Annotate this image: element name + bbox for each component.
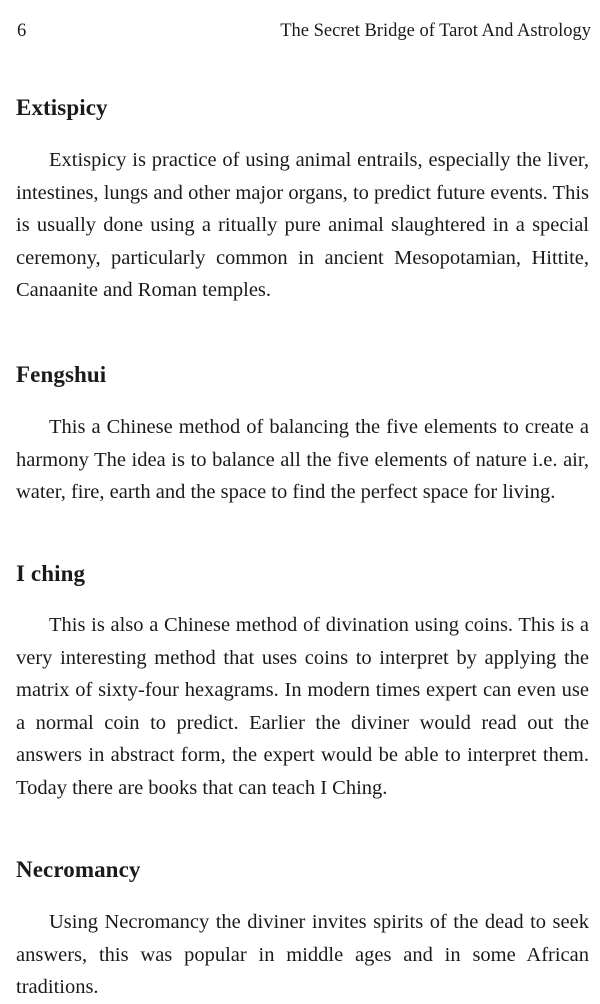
running-header <box>17 18 591 44</box>
section-heading: I ching <box>16 561 86 586</box>
section-body: Using Necromancy the diviner invites spirits of the dead to seek answers, this was popular in middle ages and in some African traditions. <box>16 911 589 998</box>
section-i-ching <box>16 559 589 804</box>
page-number: 6 <box>17 21 27 41</box>
section-heading: Extispicy <box>16 95 108 120</box>
section-heading: Necromancy <box>16 857 141 882</box>
section-body: This a Chinese method of balancing the five elements to create a harmony The idea is to balance all the five elements of nature i.e. air, water, fire, earth and the space to find the perfect space for living. <box>16 416 589 503</box>
section-extispicy <box>16 93 589 307</box>
section-body: Extispicy is practice of using animal entrails, especially the liver, intestines, lungs and other major organs, to predict future events. This is usually done using a ritually pure animal slaughtered in a special ceremony, particularly common in ancient Mesopotamian, Hittite, Canaanite and Roman temples. <box>16 149 589 301</box>
section-heading: Fengshui <box>16 362 107 387</box>
book-title: The Secret Bridge of Tarot And Astrology <box>280 21 591 41</box>
section-body: This is also a Chinese method of divination using coins. This is a very interesting method that uses coins to interpret by applying the matrix of sixty-four hexagrams. In modern times expert can even use a normal coin to predict. Earlier the diviner would read out the answers in abstract form, the expert would be able to interpret them. Today there are books that can teach I Ching. <box>16 614 589 799</box>
section-fengshui <box>16 360 589 509</box>
section-necromancy <box>16 855 589 1004</box>
